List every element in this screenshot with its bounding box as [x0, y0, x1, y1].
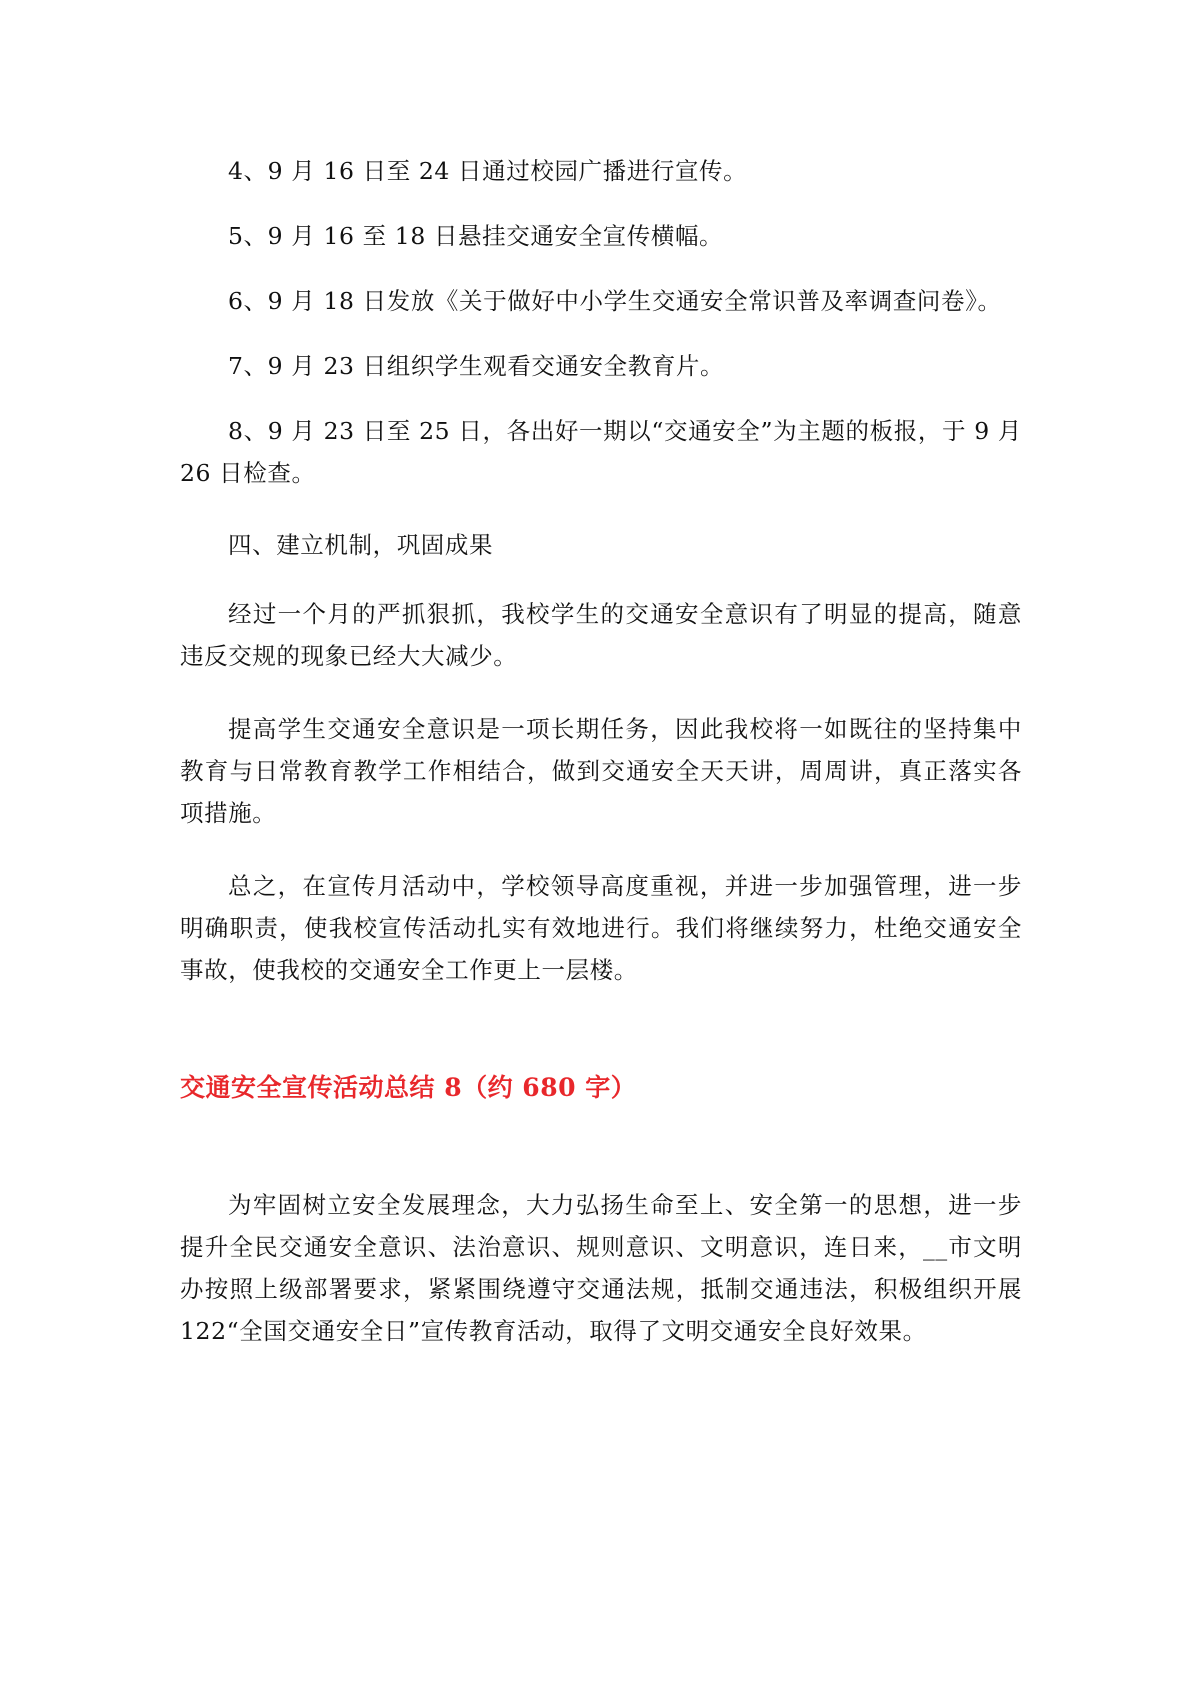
paragraph-item-4: 4、9 月 16 日至 24 日通过校园广播进行宣传。: [228, 157, 748, 185]
paragraph-item-7: 7、9 月 23 日组织学生观看交通安全教育片。: [228, 352, 725, 380]
section-heading: 交通安全宣传活动总结 8（约 680 字）: [180, 1073, 637, 1102]
paragraph-item-6: 6、9 月 18 日发放《关于做好中小学生交通安全常识普及率调查问卷》。: [228, 287, 1002, 315]
paragraph-item-5: 5、9 月 16 至 18 日悬挂交通安全宣传横幅。: [228, 222, 724, 250]
paragraph-long-term: 提高学生交通安全意识是一项长期任务，因此我校将一如既往的坚持集中教育与日常教育教学工作相结合，做到交通安全天天讲，周周讲，真正落实各项措施。: [180, 715, 1022, 827]
section-subheading: 四、建立机制，巩固成果: [228, 531, 494, 559]
paragraph-summary: 总之，在宣传月活动中，学校领导高度重视，并进一步加强管理，进一步明确职责，使我校宣传活动扎实有效地进行。我们将继续努力，杜绝交通安全事故，使我校的交通安全工作更上一层楼。: [180, 872, 1022, 984]
paragraph-result: 经过一个月的严抓狠抓，我校学生的交通安全意识有了明显的提高，随意违反交规的现象已经大大减少。: [180, 600, 1022, 670]
paragraph-item-8: 8、9 月 23 日至 25 日，各出好一期以“交通安全”为主题的板报，于 9 月 26 日检查。: [180, 417, 1022, 487]
paragraph-intro: 为牢固树立安全发展理念，大力弘扬生命至上、安全第一的思想，进一步提升全民交通安全意识、法治意识、规则意识、文明意识，连日来，__市文明办按照上级部署要求，紧紧围绕遵守交通法规，抵制交通违法，积极组织开展 122“全国交通安全日”宣传教育活动，取得了文明交通安全良好效果。: [180, 1191, 1022, 1345]
